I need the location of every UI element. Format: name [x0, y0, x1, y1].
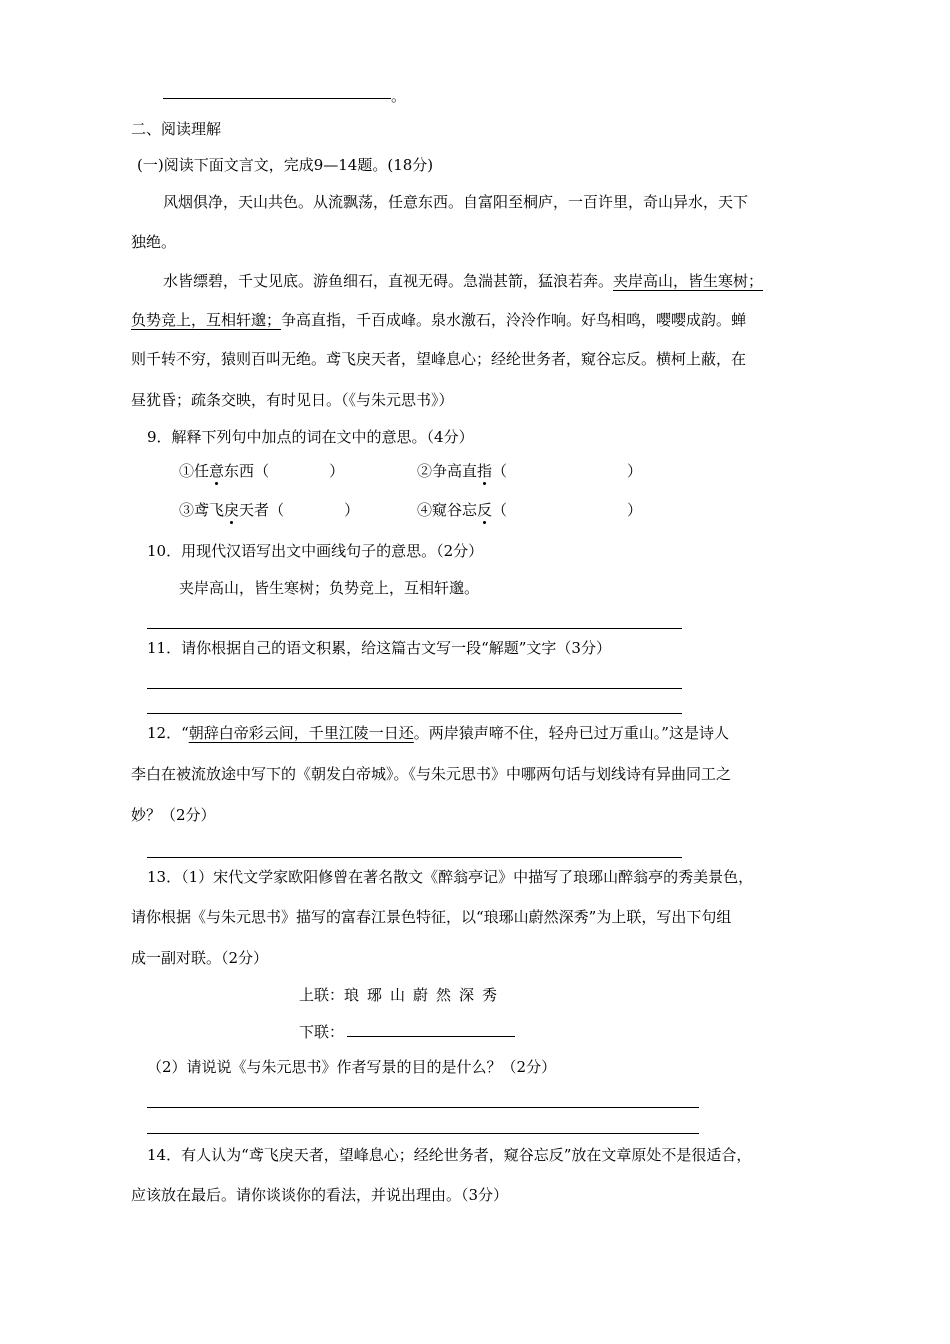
q9-item-3-post: 天者: [239, 501, 270, 519]
q12-underlined-poem-line: 朝辞白帝彩云间，千里江陵一日还: [188, 724, 414, 742]
passage-p2-line4: 昼犹昏；疏条交映，有时见日。（《与朱元思书》）: [131, 391, 454, 409]
question-13-part2: （2）请说说《与朱元思书》作者写景的目的是什么？（2分）: [147, 1058, 557, 1076]
q12-line1-start: 12．“: [147, 724, 189, 742]
couplet-lower-answer-line[interactable]: [347, 1036, 515, 1037]
answer-line-top: [163, 98, 391, 99]
q9-item-4: [417, 499, 642, 520]
q9-item-1-pre: 任: [194, 462, 210, 480]
q9-item-2: [417, 460, 642, 481]
couplet-upper-label: 上联：: [299, 986, 345, 1004]
q9-item-3-blank[interactable]: （ ）: [269, 501, 360, 519]
answer-line-end-mark: 。: [391, 87, 407, 105]
couplet-lower: [299, 1021, 344, 1042]
couplet-upper: [299, 984, 505, 1005]
q11-answer-line-1[interactable]: [147, 688, 682, 689]
q9-item-1: [179, 460, 344, 481]
q9-item-2-blank[interactable]: （ ）: [492, 462, 643, 480]
question-10-sentence: 夹岸高山，皆生寒树；负势竞上，互相轩邈。: [179, 579, 480, 597]
passage-p2-line2-text: 争高直指，千百成峰。泉水激石，泠泠作响。好鸟相鸣，嘤嘤成韵。蝉: [281, 311, 747, 329]
subsection-title: (一)阅读下面文言文，完成9—14题。(18分): [137, 156, 434, 174]
question-10-stem: 10．用现代汉语写出文中画线句子的意思。（2分）: [147, 542, 484, 560]
question-12-line3: 妙？（2分）: [131, 806, 216, 824]
couplet-upper-text: 琅琊山蔚然深秀: [344, 986, 506, 1004]
q9-item-2-num: ②: [417, 462, 433, 480]
passage-p1-line2: 独绝。: [131, 233, 177, 251]
q12-line1-end: 。两岸猿声啼不住，轻舟已过万重山。”这是诗人: [413, 724, 729, 742]
q13-answer-line-2[interactable]: [147, 1133, 699, 1134]
question-13-line2: 请你根据《与朱元思书》描写的富春江景色特征，以“琅琊山蔚然深秀”为上联，写出下句组: [131, 908, 732, 926]
q9-item-4-num: ④: [417, 501, 433, 519]
question-14-line2: 应该放在最后。请你谈谈你的看法，并说出理由。（3分）: [131, 1186, 509, 1204]
q9-item-3: [179, 499, 359, 520]
section-title: 二、阅读理解: [131, 120, 222, 138]
q9-item-4-blank[interactable]: （ ）: [492, 501, 643, 519]
q9-item-2-dotted-word: 指: [477, 462, 493, 480]
q12-answer-line[interactable]: [147, 857, 682, 858]
q9-item-1-post: 东西: [224, 462, 255, 480]
question-9-stem: 9．解释下列句中加点的词在文中的意思。（4分）: [147, 428, 474, 446]
q9-item-4-dotted-word: 反: [477, 501, 493, 519]
q9-item-4-pre: 窥谷忘: [432, 501, 478, 519]
q9-item-3-pre: 鸢飞: [194, 501, 225, 519]
question-13-line3: 成一副对联。（2分）: [131, 949, 269, 967]
question-12-line1: [147, 722, 729, 743]
q11-answer-line-2[interactable]: [147, 713, 682, 714]
underlined-sentence-part2: 负势竞上，互相轩邈；: [131, 311, 282, 329]
couplet-lower-label: 下联：: [299, 1023, 345, 1041]
underlined-sentence-part1: 夹岸高山，皆生寒树；: [613, 272, 764, 290]
passage-p2-line1: [163, 270, 763, 291]
question-14-line1: 14．有人认为“鸢飞戾天者，望峰息心；经纶世务者，窥谷忘反”放在文章原处不是很适合，: [147, 1146, 752, 1164]
passage-p2-line1-text: 水皆缥碧，千丈见底。游鱼细石，直视无碍。急湍甚箭，猛浪若奔。: [163, 272, 614, 290]
question-12-line2: 李白在被流放途中写下的《朝发白帝城》。《与朱元思书》中哪两句话与划线诗有异曲同工之: [131, 765, 732, 783]
q10-answer-line[interactable]: [147, 628, 682, 629]
q9-item-2-pre: 争高直: [432, 462, 478, 480]
q9-item-3-dotted-word: 戾: [224, 501, 240, 519]
q9-item-3-num: ③: [179, 501, 195, 519]
q13-answer-line-1[interactable]: [147, 1107, 699, 1108]
q9-item-1-num: ①: [179, 462, 195, 480]
q9-item-1-dotted-word: 意: [209, 462, 225, 480]
passage-p2-line2: [131, 309, 746, 330]
question-13-line1: 13．（1）宋代文学家欧阳修曾在著名散文《醉翁亭记》中描写了琅琊山醉翁亭的秀美景色，: [147, 868, 754, 886]
passage-p2-line3: 则千转不穷，猿则百叫无绝。鸢飞戾天者，望峰息心；经纶世务者，窥谷忘反。横柯上蔽，在: [131, 350, 747, 368]
question-11-stem: 11．请你根据自己的语文积累，给这篇古文写一段“解题”文字（3分）: [147, 639, 611, 657]
passage-p1-line1: 风烟俱净，天山共色。从流飘荡，任意东西。自富阳至桐庐，一百许里，奇山异水，天下: [163, 193, 749, 211]
q9-item-1-blank[interactable]: （ ）: [254, 462, 345, 480]
